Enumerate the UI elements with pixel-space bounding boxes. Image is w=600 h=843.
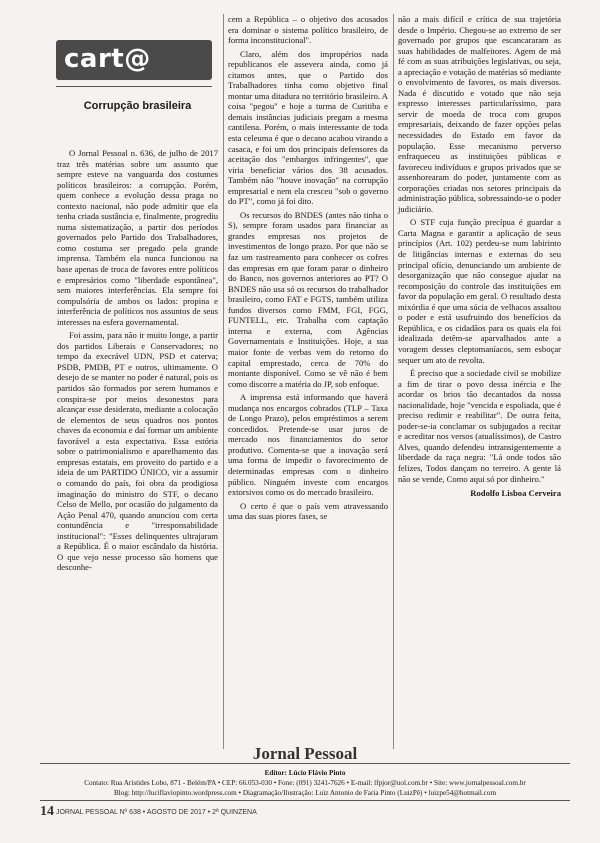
footer-editor: Editor: Lúcio Flávio Pinto: [264, 769, 346, 777]
footer-contact: Contato: Rua Aristides Lobo, 871 - Belém/PA • CEP: 66.053-030 • Fone: (091) 3241-7626 • E-mail: lfpjor@uol.com.br • Site: www.jornalpessoal.com.br: [84, 779, 526, 787]
paragraph: O Jornal Pessoal n. 636, de julho de 2017 traz três matérias sobre um assunto que sempre esteve na vanguarda dos costumes políticos brasileiros: a corrupção. Porém, quem conhece a evolução dessa praga no contexto nacional, não pode admitir que ela tenha criada sustância e, finalmente, progrediu numa sistematização, a partir dos períodos governados pelo Partido dos Trabalhadores, como costuma ser pregado pela grande imprensa. Também ela nunca funcionou na base apenas de troca de favores entre políticos e empresários como "liberdade espontânea", sem maiores interferências. Ela sempre foi compulsória de ambos os lados: propina e interferência de políticos nos assuntos de seus interesses na esfera governamental.: [57, 148, 218, 327]
paragraph: cem a República – o objetivo dos acusados era dominar o sistema político brasileiro, de forma inconstitucional".: [228, 14, 388, 46]
footer-masthead: Jornal Pessoal: [252, 744, 358, 763]
article-title: Corrupção brasileira: [83, 100, 192, 112]
folio-text: JORNAL PESSOAL Nº 638 • AGOSTO DE 2017 • 2ª QUINZENA: [55, 808, 257, 816]
footer-divider: [40, 763, 570, 764]
page-number: 14: [40, 804, 54, 819]
column-divider: [223, 14, 224, 749]
paragraph: O STF cuja função precípua é guardar a Carta Magna e garantir a aplicação de seus princípios (Art. 102) perdeu-se num labirinto de litigâncias internas e externas do seu principal ofício, denunciando um ambiente de desorganização que não consegue ajudar na recomposição do controle das instituições em favor da população em geral. O resultado desta mixórdia é que uma súcia de velhacos assaltou o poder e está usufruindo dos benefícios da República, e os cidadãos para os quais ela foi idealizada detêm-se aparvalhados ante a voragem desses cleptomaníacos, sem esboçar sequer um ato de revolta.: [398, 217, 561, 365]
paragraph: não a mais difícil e crítica de sua trajetória desde o Império. Chegou-se ao extremo de ser governado por grupos que escancararam as suas habilidades de malfeitores. Agem de má fé com as suas atribuições legislativas, ou seja, a apreciação e votação de matérias só mediante o envolvimento de favores, os mais diversos. Nada é discutido e votado que não seja expresso interesses particularíssimo, para servir de moeda de troca com grupos empresariais, deixando de fazer opções pelas necessidades do Estado em favor da população. Esse mecanismo perverso enfraqueceu as instituições públicas e favoreceu indivíduos e grupos privados que se assenhorearam do poder, juntamente com as corporações criadas nos setores principais da administração pública, sobressaindo-se o poder judiciário.: [398, 14, 561, 214]
paragraph: O certo é que o país vem atravessando uma das suas piores fases, se: [228, 500, 388, 522]
paragraph: A imprensa está informando que haverá mudança nos encargos cobrados (TLP – Taxa de Longo Prazo), pelos empréstimos a serem concedidos. Pretende-se usar juros de mercado nos financiamentos do setor produtivo. Comenta-se que a inovação será uma forma de impedir o favorecimento de determinadas empresas com o dinheiro público. Ninguém investe com encargos extorsivos como os do mercado brasileiro.: [228, 392, 388, 498]
section-logo-text: cart@: [64, 44, 151, 74]
article-signature: Rodolfo Lisboa Cerveira: [470, 488, 561, 499]
section-logo: [56, 40, 212, 80]
paragraph: É preciso que a sociedade civil se mobilize a fim de tirar o povo dessa inércia e lhe acordar os brios tão decantados da nossa nacionalidade, hoje "vencida e espoliada, que é preciso redimir e reabilitar". De outra feita, poder-se-ia conclamar os subjugados a recitar e acreditar nos versos (atualíssimos), de Castro Alves, quando defendeu intransigentemente a liberdade da raça negra: "Lá onde todos são felizes, Todos dançam no terreiro. A gente lá não se vende, Como aqui só por dinheiro.": [398, 368, 561, 484]
footer-blog: Blog: http://luciflaviopinto.wordpress.com • Diagramação/Ilustração: Luiz Antonio de Faria Pinto (LuizPê) • luizpe54@hotmail.com: [113, 789, 497, 797]
paragraph: Claro, além dos impropérios nada republicanos ele assevera ainda, como já citamos antes, que o Partido dos Trabalhadores tinha como objetivo final montar uma ditadura no território brasileiro. A coisa "pegou" e hoje a turma de Curitiba e demais instâncias judiciais pregam a mesma cantilena. Porém, o mais interessante de toda esta celeuma é que o decano acabou virando a casaca, e foi um dos principais defensores da aceitação dos "embargos infringentes", que viria beneficiar vários dos 38 acusados. Também não "houve inovação" na corrupção empresarial e nem ela cresceu "sob o governo do PT", como já foi dito.: [228, 48, 388, 207]
column-divider: [393, 14, 394, 749]
section-divider: [56, 86, 212, 87]
footer-divider: [40, 800, 570, 801]
paragraph: Os recursos do BNDES (antes não tinha o S), sempre foram usados para financiar as grandes empresas nos projetos de investimentos de longo prazo. Por que não se faz um rastreamento para conhecer os cofres das empresas em que foram parar o dinheiro do Banco, nos governos anteriores ao PT? O BNDES não usa só os recursos do trabalhador brasileiro, como FAT e FGTS, também utiliza fundos diversos como FMM, FGI, FGG, FUNTELL, etc. Trabalha com captação interna e externa, com Agências Governamentais e Instituições. Hoje, a sua maior fonte de verbas vem do retorno do capital emprestado, cerca de 70% do montante disponível. Como se vê não é bem como discorre a matéria do JP, sob enfoque.: [228, 209, 388, 389]
article-column-3: [398, 14, 561, 499]
article-column-1: [57, 148, 218, 576]
page-folio: [40, 804, 257, 820]
footer-credits: [40, 768, 570, 798]
article-column-2: [228, 14, 388, 525]
paragraph: Foi assim, para não ir muito longe, a partir dos partidos Liberais e Conservadores; no tempo da execrável UDN, PSD et caterva; PSDB, PMDB, PT e outros, ultimamente. O desejo de se manter no poder é natural, pois os partidos são formados por serem humanos e conspira-se por meios desonestos para alcançar esse desiderato, mediante a colocação de elementos de seus quadros nos pontos chaves da economia e daí formar um ambiente favorável a esta expectativa. Essa estória sobre o patrimonialismo e aparelhamento das empresas estatais, em proveito do partido e a ideia de um PARTIDO ÚNICO, vir a assumir o comando do país, foi obra da prodigiosa imaginação do ministro do STF, o decano Celso de Mello, por ocasião do julgamento da Ação Penal 470, quando anunciou com certa contundência e "irresponsabilidade institucional": "Esses delinquentes ultrajaram a República. É o maior escândalo da história. O que vejo nesse processo são homens que desconhe-: [57, 330, 218, 573]
